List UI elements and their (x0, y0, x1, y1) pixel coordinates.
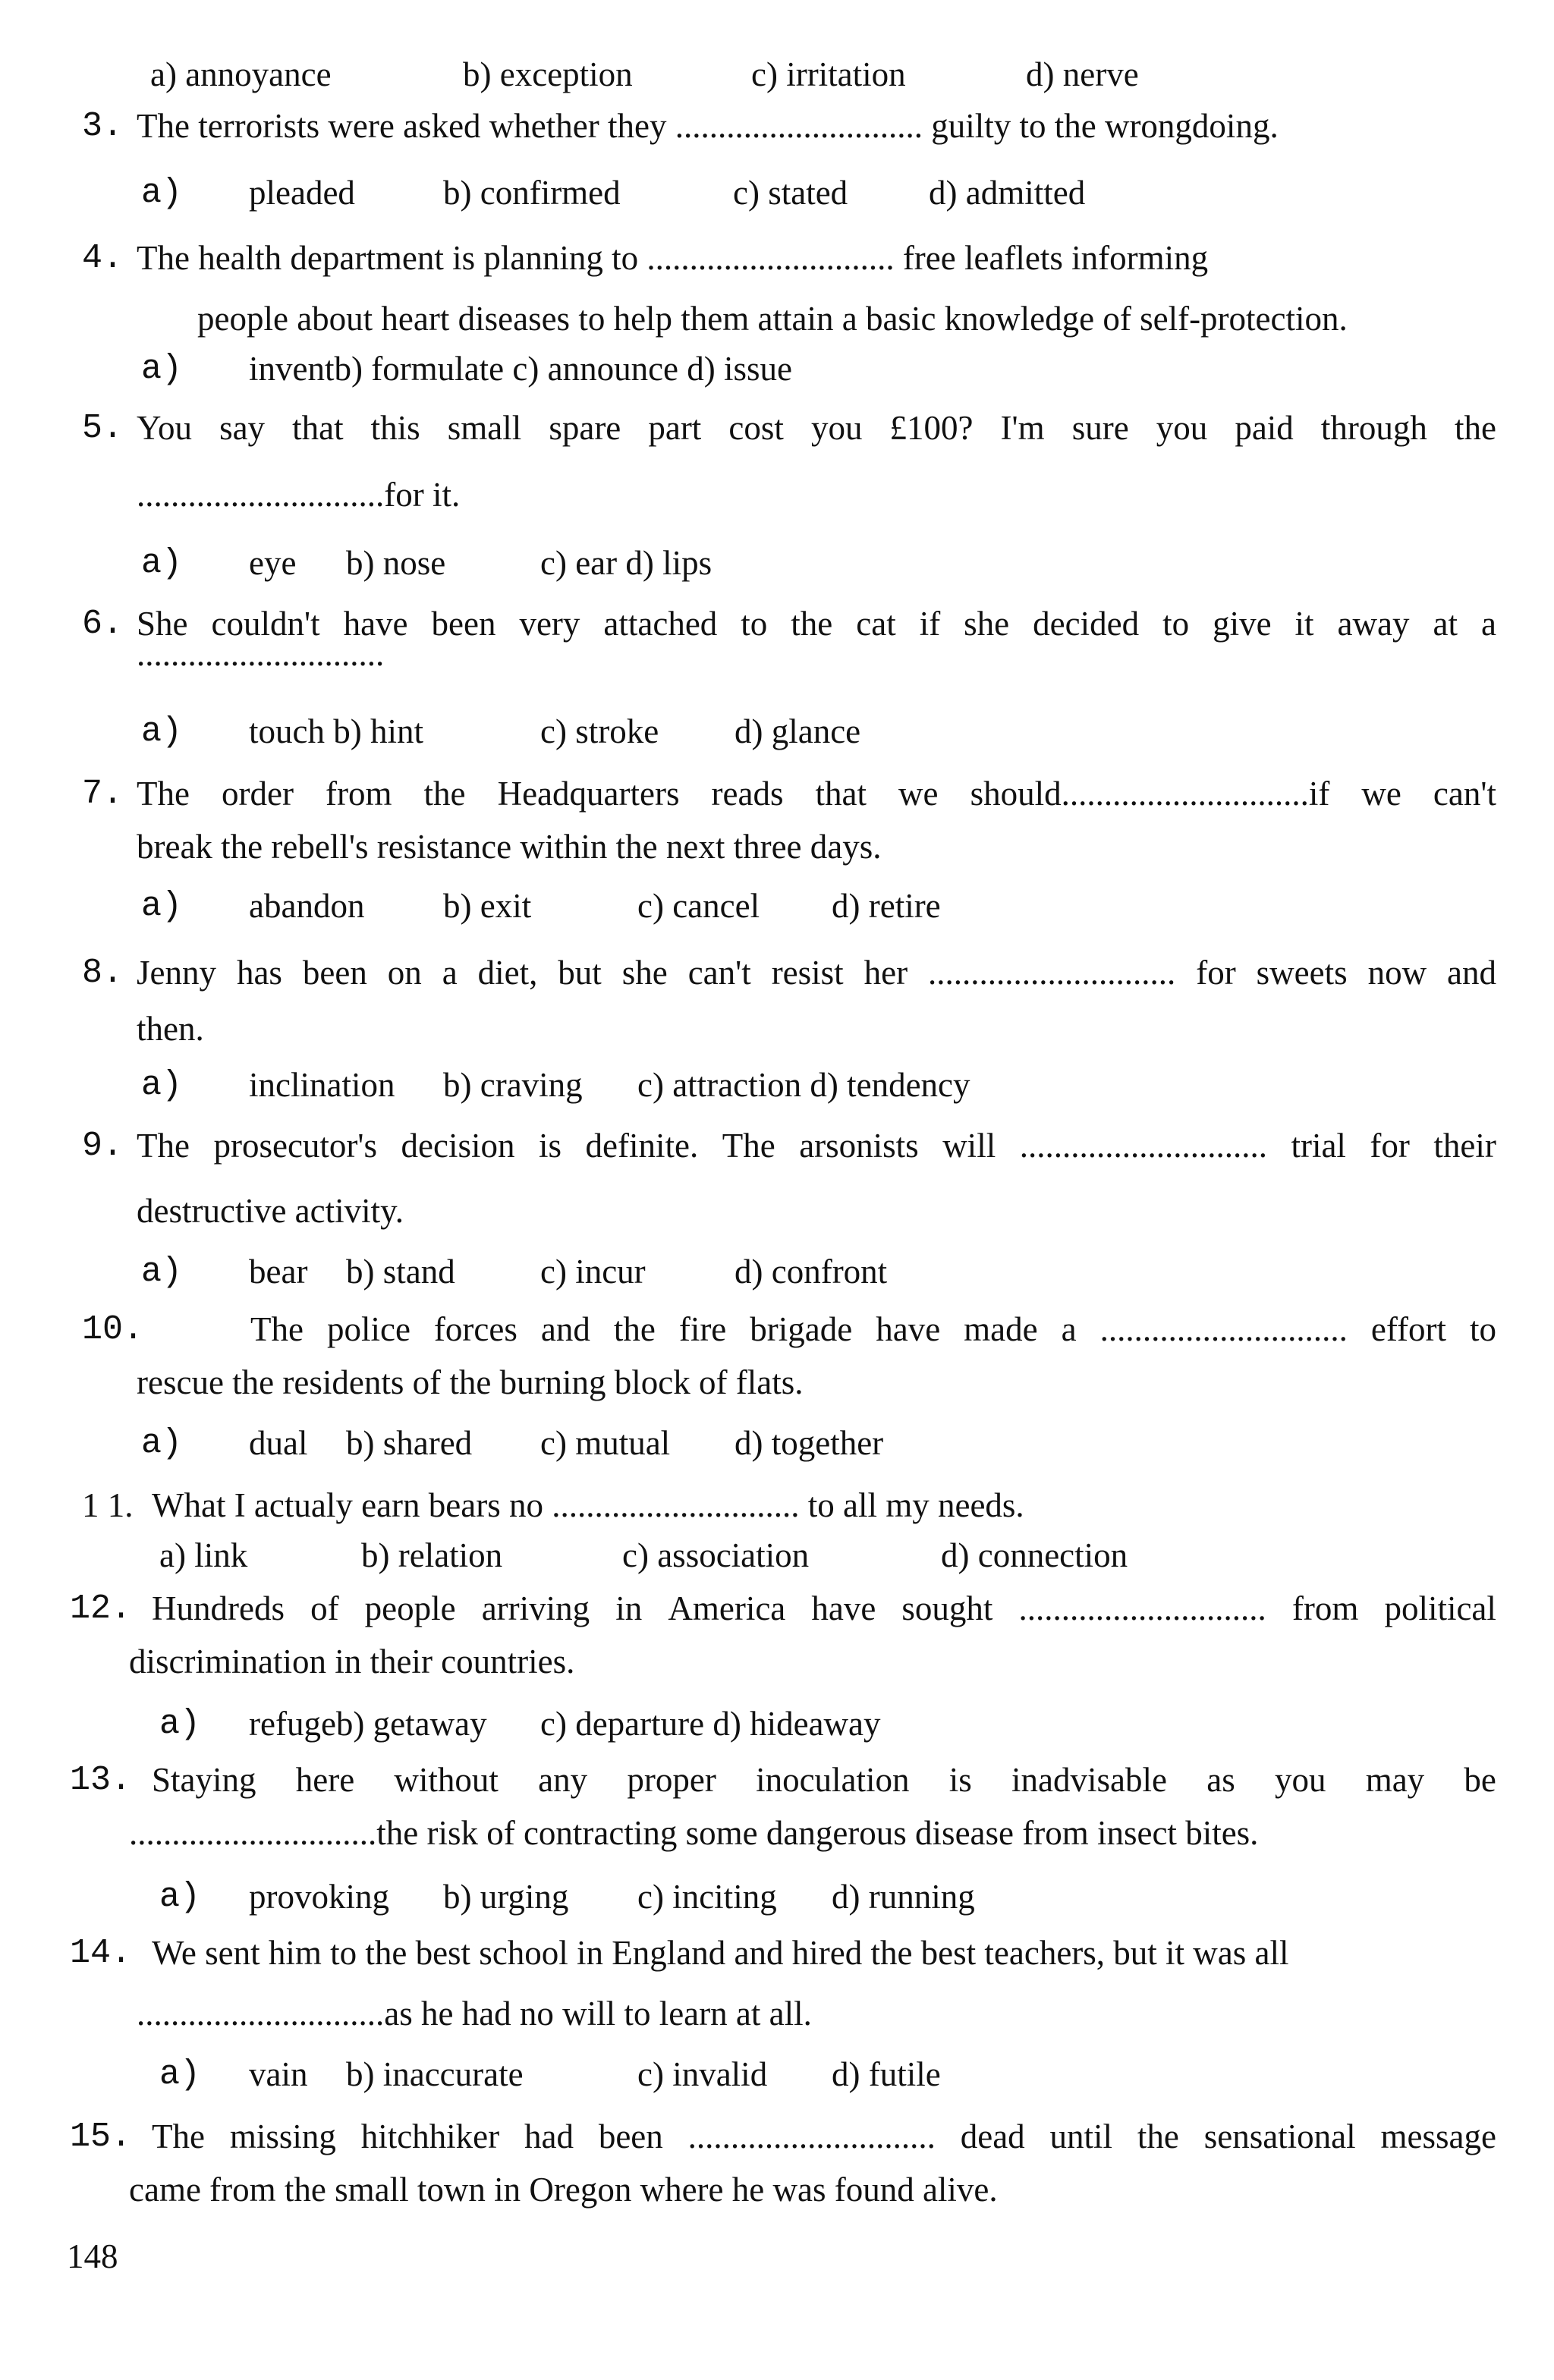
question-number: 1 1. (82, 1486, 134, 1524)
word: £100? (889, 409, 974, 447)
word: without (394, 1761, 499, 1799)
word: made (964, 1310, 1038, 1348)
q2-option-a: a) annoyance (150, 55, 332, 93)
word: a (1480, 605, 1496, 643)
word: give (1213, 605, 1272, 643)
word: have (876, 1310, 941, 1348)
word: sensational (1203, 2117, 1356, 2155)
question-text-justified (152, 1589, 1496, 1627)
word: ............................. (928, 954, 1176, 992)
option-d: d) retire (832, 887, 941, 925)
option-b: b) relation (361, 1536, 503, 1574)
word: ............................. (1018, 1589, 1266, 1627)
question-number: 4. (82, 239, 124, 278)
word: the (423, 775, 466, 813)
word: hitchhiker (360, 2117, 500, 2155)
question-number: 12. (70, 1589, 132, 1628)
word: the (1454, 409, 1496, 447)
option-c: c) stated (733, 174, 848, 212)
option-d: d) confront (735, 1253, 888, 1291)
word: here (295, 1761, 355, 1799)
word: as (1206, 1761, 1235, 1799)
word: prosecutor's (213, 1127, 378, 1165)
option-b: b) confirmed (443, 174, 621, 212)
option-a-label: a) (141, 1066, 183, 1105)
word: definite. (585, 1127, 699, 1165)
option-d: d) running (832, 1878, 975, 1916)
question-text: The terrorists were asked whether they ............................. guilty to the wrongdoing. (137, 107, 1279, 145)
option-a-label: a) (141, 1424, 183, 1463)
page-number: 148 (67, 2237, 118, 2275)
word: message (1380, 2117, 1496, 2155)
question-number: 14. (70, 1934, 132, 1973)
question-text-cont: discrimination in their countries. (129, 1643, 575, 1680)
option-c: c) association (622, 1536, 810, 1574)
word: attached (603, 605, 718, 643)
word: diet, (477, 954, 538, 992)
word: until (1049, 2117, 1113, 2155)
word: effort (1370, 1310, 1446, 1348)
word: from (326, 775, 392, 813)
option-c: c) stroke (540, 712, 659, 750)
question-text-cont: break the rebell's resistance within the next three days. (137, 828, 882, 866)
word: have (343, 605, 408, 643)
option-a: dual (249, 1424, 308, 1462)
word: America (668, 1589, 786, 1627)
word: she (964, 605, 1010, 643)
word: to (1469, 1310, 1496, 1348)
question-text-justified (137, 1129, 1496, 1163)
option-a: eye (249, 544, 297, 582)
word: but (558, 954, 602, 992)
question-text-justified (152, 2117, 1496, 2155)
option-b: b) exit (443, 887, 532, 925)
word: arsonists (799, 1127, 919, 1165)
word: sought (901, 1589, 993, 1627)
word: inoculation (756, 1761, 910, 1799)
option-cd: c) attraction d) tendency (637, 1066, 970, 1104)
option-a: bear (249, 1253, 308, 1291)
word: order (222, 775, 294, 813)
word: ............................. (1019, 1127, 1267, 1165)
question-text-justified (152, 1763, 1496, 1797)
option-c: c) incur (540, 1253, 646, 1291)
word: if (919, 605, 941, 643)
word: small (447, 409, 522, 447)
word: it (1294, 605, 1314, 643)
option-d: d) connection (941, 1536, 1128, 1574)
word: this (370, 409, 420, 447)
word: say (219, 409, 266, 447)
word: away (1337, 605, 1410, 643)
word: brigade (750, 1310, 853, 1348)
option-d: d) futile (832, 2055, 941, 2093)
word: cost (728, 409, 784, 447)
question-text-cont: came from the small town in Oregon where he was found alive. (129, 2171, 998, 2209)
option-ab: refugeb) getaway (249, 1705, 487, 1743)
word: a (1061, 1310, 1077, 1348)
word: will (942, 1127, 996, 1165)
question-text-cont: rescue the residents of the burning block of flats. (137, 1363, 804, 1401)
word: people (364, 1589, 456, 1627)
word: of (310, 1589, 339, 1627)
option-d: d) glance (735, 712, 861, 750)
word: forces (433, 1310, 517, 1348)
question-text-justified (137, 956, 1496, 990)
question-number: 10. (82, 1310, 144, 1349)
question-number: 6. (82, 605, 124, 643)
answer-blank: ............................. (137, 635, 385, 673)
word: and (1447, 954, 1496, 992)
question-number: 15. (70, 2117, 132, 2156)
word: part (648, 409, 702, 447)
q2-option-d: d) nerve (1026, 55, 1139, 93)
option-a: pleaded (249, 174, 355, 212)
option-c: c) cancel (637, 887, 760, 925)
word: The (250, 1310, 304, 1348)
word: you (810, 409, 863, 447)
option-d: d) together (735, 1424, 884, 1462)
option-a-label: a) (159, 1878, 201, 1916)
word: sure (1071, 409, 1129, 447)
word: decision (401, 1127, 515, 1165)
question-text: We sent him to the best school in England and hired the best teachers, but it was all (152, 1934, 1289, 1972)
option-cd: c) ear d) lips (540, 544, 713, 582)
word: paid (1235, 409, 1294, 447)
word: Headquarters (497, 775, 680, 813)
word: we (898, 775, 939, 813)
question-number: 3. (82, 107, 124, 146)
word: for (1196, 954, 1236, 992)
option-c: c) invalid (637, 2055, 768, 2093)
word: her (864, 954, 908, 992)
option-a-label: a) (141, 1253, 183, 1291)
question-text-cont: .............................for it. (137, 476, 461, 514)
word: resist (771, 954, 844, 992)
word: the (613, 1310, 656, 1348)
word: The (137, 1127, 190, 1165)
word: The (137, 775, 190, 813)
word: inadvisable (1011, 1761, 1167, 1799)
word: is (539, 1127, 562, 1165)
option-ab: touch b) hint (249, 712, 423, 750)
word: have (811, 1589, 876, 1627)
option-b: b) urging (443, 1878, 569, 1916)
word: that (815, 775, 867, 813)
word: may (1365, 1761, 1425, 1799)
word: you (1274, 1761, 1326, 1799)
word: Staying (152, 1761, 256, 1799)
question-text-cont: people about heart diseases to help them attain a basic knowledge of self-protection. (197, 300, 1348, 338)
word: Hundreds (152, 1589, 285, 1627)
word: that (292, 409, 344, 447)
word: from (1291, 1589, 1359, 1627)
word: arriving (481, 1589, 590, 1627)
word: a (442, 954, 458, 992)
word: proper (627, 1761, 716, 1799)
word: sweets (1256, 954, 1348, 992)
word: political (1384, 1589, 1496, 1627)
word: the (1137, 2117, 1179, 2155)
question-text: What I actualy earn bears no ............................. to all my needs. (152, 1486, 1024, 1524)
word: couldn't (211, 605, 320, 643)
word: through (1320, 409, 1427, 447)
question-text-cont: .............................as he had no will to learn at all. (137, 1995, 812, 2033)
word: the (791, 605, 833, 643)
q2-option-c: c) irritation (751, 55, 906, 93)
word: decided (1033, 605, 1140, 643)
option-a-label: a) (141, 712, 183, 751)
word: their (1433, 1127, 1496, 1165)
word: police (326, 1310, 411, 1348)
question-number: 9. (82, 1127, 124, 1165)
word: is (948, 1761, 972, 1799)
word: we (1361, 775, 1401, 813)
option-a-label: a) (141, 174, 183, 212)
word: be (1464, 1761, 1496, 1799)
word: fire (678, 1310, 727, 1348)
option-c: c) mutual (540, 1424, 671, 1462)
word: ............................. (687, 2117, 936, 2155)
option-a-label: a) (159, 1705, 201, 1743)
word: dead (960, 2117, 1025, 2155)
word: she (621, 954, 668, 992)
word: The (722, 1127, 775, 1165)
question-number: 5. (82, 409, 124, 448)
question-text-cont: destructive activity. (137, 1192, 404, 1230)
word: very (519, 605, 580, 643)
option-b: b) inaccurate (346, 2055, 524, 2093)
word: has (236, 954, 282, 992)
word: been (302, 954, 367, 992)
question-text-justified (137, 411, 1496, 445)
word: reads (711, 775, 784, 813)
option-line: inventb) formulate c) announce d) issue (249, 350, 793, 388)
word: on (387, 954, 422, 992)
option-b: b) nose (346, 544, 446, 582)
option-a-label: a) (159, 2055, 201, 2094)
word: spare (549, 409, 621, 447)
word: should.............................if (970, 775, 1330, 813)
option-a: vain (249, 2055, 308, 2093)
option-cd: c) departure d) hideaway (540, 1705, 881, 1743)
option-a-label: a) (141, 544, 183, 583)
option-a-label: a) (141, 887, 183, 926)
word: The (152, 2117, 205, 2155)
word: at (1433, 605, 1458, 643)
word: for (1370, 1127, 1410, 1165)
option-a: a) link (159, 1536, 248, 1574)
question-text-cont: .............................the risk of contracting some dangerous disease from insect bites. (129, 1814, 1259, 1852)
question-text-justified (250, 1310, 1496, 1348)
word: can't (687, 954, 751, 992)
word: trial (1291, 1127, 1346, 1165)
word: to (741, 605, 768, 643)
option-a: inclination (249, 1066, 395, 1104)
word: you (1156, 409, 1208, 447)
question-number: 8. (82, 954, 124, 992)
option-b: b) shared (346, 1424, 473, 1462)
question-number: 7. (82, 775, 124, 813)
word: been (431, 605, 496, 643)
word: now (1367, 954, 1427, 992)
option-d: d) admitted (929, 174, 1086, 212)
q2-option-b: b) exception (463, 55, 633, 93)
word: I'm (1000, 409, 1045, 447)
word: You (137, 409, 192, 447)
word: been (598, 2117, 663, 2155)
option-a: provoking (249, 1878, 389, 1916)
word: can't (1433, 775, 1496, 813)
word: She (137, 605, 188, 643)
word: to (1162, 605, 1190, 643)
option-a-label: a) (141, 350, 183, 388)
word: had (524, 2117, 574, 2155)
question-text-justified (137, 777, 1496, 811)
word: and (540, 1310, 590, 1348)
word: missing (229, 2117, 336, 2155)
option-b: b) craving (443, 1066, 583, 1104)
option-b: b) stand (346, 1253, 455, 1291)
question-text-cont: then. (137, 1010, 204, 1048)
word: any (538, 1761, 588, 1799)
word: ............................. (1099, 1310, 1348, 1348)
option-c: c) inciting (637, 1878, 777, 1916)
word: cat (856, 605, 896, 643)
word: in (615, 1589, 643, 1627)
option-a: abandon (249, 887, 365, 925)
question-number: 13. (70, 1761, 132, 1800)
question-text: The health department is planning to ............................. free leaflets informing (137, 239, 1209, 277)
word: Jenny (137, 954, 216, 992)
